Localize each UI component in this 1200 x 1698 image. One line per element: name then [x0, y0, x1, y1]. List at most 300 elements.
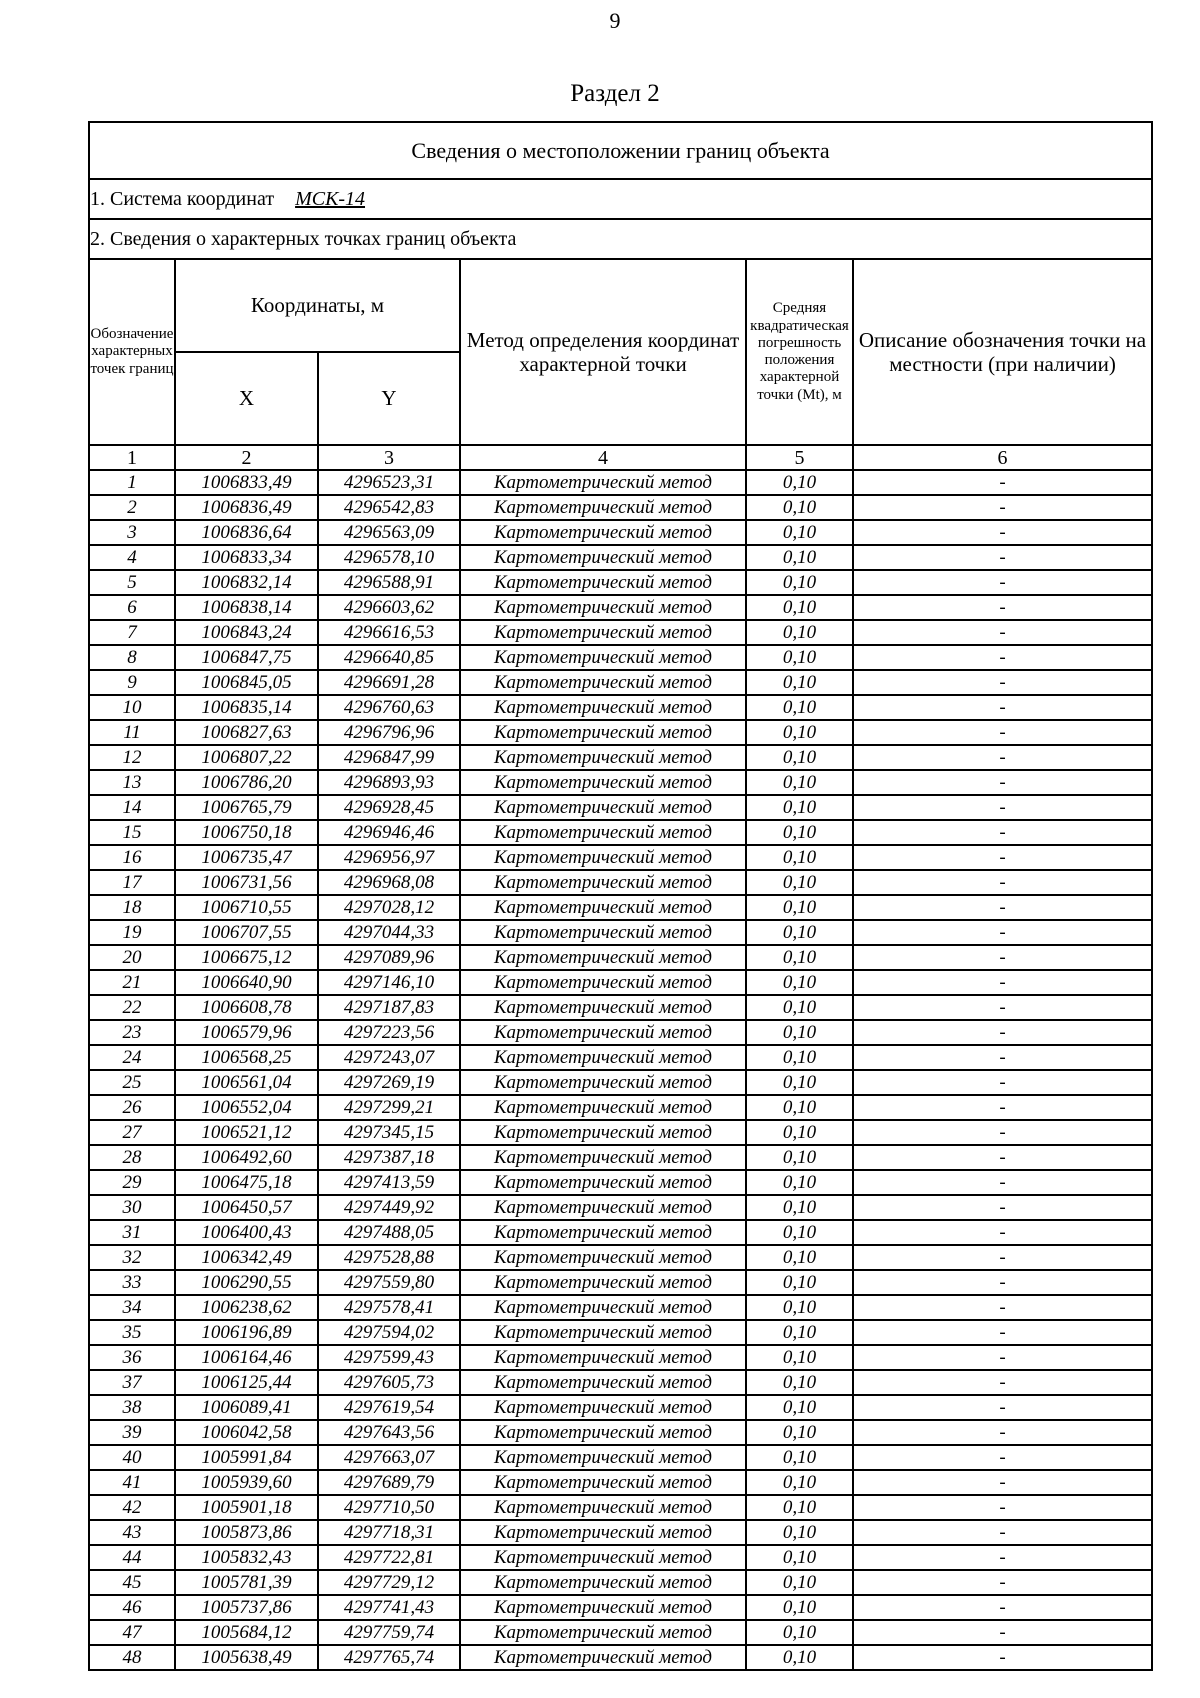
- x-coordinate-cell: 1006833,34: [175, 545, 318, 570]
- error-cell: 0,10: [746, 1020, 853, 1045]
- y-coordinate-cell: 4297710,50: [318, 1495, 460, 1520]
- table-row: [89, 820, 1152, 845]
- table-row: [89, 520, 1152, 545]
- x-coordinate-cell: 1006568,25: [175, 1045, 318, 1070]
- x-coordinate-cell: 1006836,49: [175, 495, 318, 520]
- column-number: 2: [175, 445, 318, 470]
- x-coordinate-cell: 1006735,47: [175, 845, 318, 870]
- x-coordinate-cell: 1005873,86: [175, 1520, 318, 1545]
- x-coordinate-cell: 1006707,55: [175, 920, 318, 945]
- error-cell: 0,10: [746, 670, 853, 695]
- point-number-cell: 22: [89, 995, 175, 1020]
- y-coordinate-cell: 4297146,10: [318, 970, 460, 995]
- point-number-cell: 6: [89, 595, 175, 620]
- method-cell: Картометрический метод: [460, 1070, 746, 1095]
- x-coordinate-cell: 1005832,43: [175, 1545, 318, 1570]
- method-cell: Картометрический метод: [460, 845, 746, 870]
- x-coordinate-cell: 1006833,49: [175, 470, 318, 495]
- table-row: [89, 620, 1152, 645]
- description-cell: -: [853, 995, 1152, 1020]
- table-row: [89, 695, 1152, 720]
- point-number-cell: 35: [89, 1320, 175, 1345]
- x-coordinate-cell: 1005939,60: [175, 1470, 318, 1495]
- error-cell: 0,10: [746, 995, 853, 1020]
- y-coordinate-cell: 4297722,81: [318, 1545, 460, 1570]
- x-coordinate-cell: 1006640,90: [175, 970, 318, 995]
- point-number-cell: 28: [89, 1145, 175, 1170]
- description-cell: -: [853, 1545, 1152, 1570]
- error-cell: 0,10: [746, 1170, 853, 1195]
- point-number-cell: 4: [89, 545, 175, 570]
- x-coordinate-cell: 1006521,12: [175, 1120, 318, 1145]
- x-coordinate-cell: 1006290,55: [175, 1270, 318, 1295]
- error-cell: 0,10: [746, 1270, 853, 1295]
- description-cell: -: [853, 1420, 1152, 1445]
- method-cell: Картометрический метод: [460, 1195, 746, 1220]
- table-row: [89, 1495, 1152, 1520]
- error-cell: 0,10: [746, 1095, 853, 1120]
- error-cell: 0,10: [746, 1245, 853, 1270]
- y-coordinate-cell: 4297578,41: [318, 1295, 460, 1320]
- header-method: Метод определения координат характерной точки: [460, 259, 746, 445]
- description-cell: -: [853, 695, 1152, 720]
- point-number-cell: 12: [89, 745, 175, 770]
- point-number-cell: 10: [89, 695, 175, 720]
- method-cell: Картометрический метод: [460, 795, 746, 820]
- table-row: [89, 670, 1152, 695]
- point-number-cell: 17: [89, 870, 175, 895]
- x-coordinate-cell: 1006832,14: [175, 570, 318, 595]
- method-cell: Картометрический метод: [460, 995, 746, 1020]
- x-coordinate-cell: 1006731,56: [175, 870, 318, 895]
- table-row: [89, 1545, 1152, 1570]
- description-cell: -: [853, 1620, 1152, 1645]
- x-coordinate-cell: 1006750,18: [175, 820, 318, 845]
- y-coordinate-cell: 4296563,09: [318, 520, 460, 545]
- description-cell: -: [853, 795, 1152, 820]
- x-coordinate-cell: 1006238,62: [175, 1295, 318, 1320]
- method-cell: Картометрический метод: [460, 1270, 746, 1295]
- error-cell: 0,10: [746, 1520, 853, 1545]
- method-cell: Картометрический метод: [460, 895, 746, 920]
- x-coordinate-cell: 1006579,96: [175, 1020, 318, 1045]
- method-cell: Картометрический метод: [460, 1145, 746, 1170]
- table-row: [89, 770, 1152, 795]
- x-coordinate-cell: 1006675,12: [175, 945, 318, 970]
- method-cell: Картометрический метод: [460, 820, 746, 845]
- error-cell: 0,10: [746, 695, 853, 720]
- method-cell: Картометрический метод: [460, 470, 746, 495]
- error-cell: 0,10: [746, 1045, 853, 1070]
- points-table-body: [89, 470, 1152, 1670]
- x-coordinate-cell: 1005991,84: [175, 1445, 318, 1470]
- error-cell: 0,10: [746, 970, 853, 995]
- points-heading: 2. Сведения о характерных точках границ объекта: [89, 219, 1152, 259]
- x-coordinate-cell: 1005684,12: [175, 1620, 318, 1645]
- y-coordinate-cell: 4297765,74: [318, 1645, 460, 1670]
- point-number-cell: 1: [89, 470, 175, 495]
- method-cell: Картометрический метод: [460, 570, 746, 595]
- method-cell: Картометрический метод: [460, 1395, 746, 1420]
- page-number: 9: [609, 8, 621, 33]
- method-cell: Картометрический метод: [460, 1420, 746, 1445]
- description-cell: -: [853, 1645, 1152, 1670]
- table-title-row: [89, 122, 1152, 179]
- point-number-cell: 45: [89, 1570, 175, 1595]
- description-cell: -: [853, 545, 1152, 570]
- y-coordinate-cell: 4297718,31: [318, 1520, 460, 1545]
- x-coordinate-cell: 1006042,58: [175, 1420, 318, 1445]
- coord-system-row: [89, 179, 1152, 219]
- y-coordinate-cell: 4297187,83: [318, 995, 460, 1020]
- description-cell: -: [853, 1270, 1152, 1295]
- error-cell: 0,10: [746, 1145, 853, 1170]
- error-cell: 0,10: [746, 545, 853, 570]
- x-coordinate-cell: 1006561,04: [175, 1070, 318, 1095]
- description-cell: -: [853, 970, 1152, 995]
- table-row: [89, 920, 1152, 945]
- description-cell: -: [853, 1295, 1152, 1320]
- description-cell: -: [853, 720, 1152, 745]
- x-coordinate-cell: 1006827,63: [175, 720, 318, 745]
- method-cell: Картометрический метод: [460, 1520, 746, 1545]
- description-cell: -: [853, 1045, 1152, 1070]
- table-row: [89, 720, 1152, 745]
- column-number: 5: [746, 445, 853, 470]
- x-coordinate-cell: 1006125,44: [175, 1370, 318, 1395]
- method-cell: Картометрический метод: [460, 1220, 746, 1245]
- error-cell: 0,10: [746, 820, 853, 845]
- error-cell: 0,10: [746, 1070, 853, 1095]
- description-cell: -: [853, 645, 1152, 670]
- error-cell: 0,10: [746, 1345, 853, 1370]
- error-cell: 0,10: [746, 920, 853, 945]
- x-coordinate-cell: 1006164,46: [175, 1345, 318, 1370]
- method-cell: Картометрический метод: [460, 620, 746, 645]
- table-row: [89, 845, 1152, 870]
- description-cell: -: [853, 1195, 1152, 1220]
- description-cell: -: [853, 1170, 1152, 1195]
- x-coordinate-cell: 1006552,04: [175, 1095, 318, 1120]
- x-coordinate-cell: 1006843,24: [175, 620, 318, 645]
- description-cell: -: [853, 870, 1152, 895]
- point-number-cell: 47: [89, 1620, 175, 1645]
- y-coordinate-cell: 4296603,62: [318, 595, 460, 620]
- y-coordinate-cell: 4297269,19: [318, 1070, 460, 1095]
- method-cell: Картометрический метод: [460, 1320, 746, 1345]
- x-coordinate-cell: 1006836,64: [175, 520, 318, 545]
- y-coordinate-cell: 4297643,56: [318, 1420, 460, 1445]
- method-cell: Картометрический метод: [460, 1620, 746, 1645]
- point-number-cell: 20: [89, 945, 175, 970]
- x-coordinate-cell: 1006845,05: [175, 670, 318, 695]
- error-cell: 0,10: [746, 470, 853, 495]
- table-row: [89, 1645, 1152, 1670]
- table-row: [89, 1145, 1152, 1170]
- error-cell: 0,10: [746, 895, 853, 920]
- x-coordinate-cell: 1005737,86: [175, 1595, 318, 1620]
- error-cell: 0,10: [746, 1420, 853, 1445]
- y-coordinate-cell: 4297599,43: [318, 1345, 460, 1370]
- method-cell: Картометрический метод: [460, 770, 746, 795]
- x-coordinate-cell: 1006475,18: [175, 1170, 318, 1195]
- table-row: [89, 545, 1152, 570]
- coord-system-label: 1. Система координат: [90, 187, 275, 210]
- table-row: [89, 895, 1152, 920]
- point-number-cell: 30: [89, 1195, 175, 1220]
- column-number: 6: [853, 445, 1152, 470]
- y-coordinate-cell: 4297449,92: [318, 1195, 460, 1220]
- point-number-cell: 19: [89, 920, 175, 945]
- method-cell: Картометрический метод: [460, 1545, 746, 1570]
- description-cell: -: [853, 1020, 1152, 1045]
- point-number-cell: 42: [89, 1495, 175, 1520]
- description-cell: -: [853, 1495, 1152, 1520]
- method-cell: Картометрический метод: [460, 545, 746, 570]
- error-cell: 0,10: [746, 570, 853, 595]
- description-cell: -: [853, 920, 1152, 945]
- description-cell: -: [853, 620, 1152, 645]
- point-number-cell: 16: [89, 845, 175, 870]
- table-row: [89, 945, 1152, 970]
- point-number-cell: 40: [89, 1445, 175, 1470]
- point-number-cell: 2: [89, 495, 175, 520]
- table-row: [89, 1195, 1152, 1220]
- header-coordinates: Координаты, м: [175, 259, 460, 352]
- point-number-cell: 15: [89, 820, 175, 845]
- table-row: [89, 1095, 1152, 1120]
- method-cell: Картометрический метод: [460, 1495, 746, 1520]
- error-cell: 0,10: [746, 1295, 853, 1320]
- table-row: [89, 1395, 1152, 1420]
- x-coordinate-cell: 1006835,14: [175, 695, 318, 720]
- method-cell: Картометрический метод: [460, 1570, 746, 1595]
- description-cell: -: [853, 1320, 1152, 1345]
- x-coordinate-cell: 1006786,20: [175, 770, 318, 795]
- description-cell: -: [853, 820, 1152, 845]
- table-row: [89, 645, 1152, 670]
- description-cell: -: [853, 670, 1152, 695]
- description-cell: -: [853, 470, 1152, 495]
- method-cell: Картометрический метод: [460, 695, 746, 720]
- point-number-cell: 26: [89, 1095, 175, 1120]
- y-coordinate-cell: 4297594,02: [318, 1320, 460, 1345]
- point-number-cell: 39: [89, 1420, 175, 1445]
- method-cell: Картометрический метод: [460, 670, 746, 695]
- y-coordinate-cell: 4296588,91: [318, 570, 460, 595]
- table-row: [89, 1470, 1152, 1495]
- point-number-cell: 13: [89, 770, 175, 795]
- table-title: Сведения о местоположении границ объекта: [89, 122, 1152, 179]
- method-cell: Картометрический метод: [460, 1345, 746, 1370]
- y-coordinate-cell: 4297605,73: [318, 1370, 460, 1395]
- column-number-row: [89, 445, 1152, 470]
- point-number-cell: 25: [89, 1070, 175, 1095]
- error-cell: 0,10: [746, 1645, 853, 1670]
- coord-system-value: МСК-14: [295, 187, 366, 210]
- description-cell: -: [853, 895, 1152, 920]
- y-coordinate-cell: 4296523,31: [318, 470, 460, 495]
- header-y: Y: [318, 352, 460, 445]
- error-cell: 0,10: [746, 495, 853, 520]
- table-row: [89, 1045, 1152, 1070]
- y-coordinate-cell: 4296928,45: [318, 795, 460, 820]
- description-cell: -: [853, 1445, 1152, 1470]
- method-cell: Картометрический метод: [460, 745, 746, 770]
- point-number-cell: 18: [89, 895, 175, 920]
- description-cell: -: [853, 1245, 1152, 1270]
- method-cell: Картометрический метод: [460, 1370, 746, 1395]
- y-coordinate-cell: 4297619,54: [318, 1395, 460, 1420]
- y-coordinate-cell: 4297345,15: [318, 1120, 460, 1145]
- x-coordinate-cell: 1006807,22: [175, 745, 318, 770]
- point-number-cell: 27: [89, 1120, 175, 1145]
- point-number-cell: 21: [89, 970, 175, 995]
- table-row: [89, 1020, 1152, 1045]
- x-coordinate-cell: 1005781,39: [175, 1570, 318, 1595]
- point-number-cell: 43: [89, 1520, 175, 1545]
- table-row: [89, 570, 1152, 595]
- error-cell: 0,10: [746, 1545, 853, 1570]
- description-cell: -: [853, 1470, 1152, 1495]
- y-coordinate-cell: 4296760,63: [318, 695, 460, 720]
- description-cell: -: [853, 770, 1152, 795]
- table-row: [89, 970, 1152, 995]
- error-cell: 0,10: [746, 1620, 853, 1645]
- method-cell: Картометрический метод: [460, 1470, 746, 1495]
- y-coordinate-cell: 4296616,53: [318, 620, 460, 645]
- y-coordinate-cell: 4297741,43: [318, 1595, 460, 1620]
- error-cell: 0,10: [746, 845, 853, 870]
- y-coordinate-cell: 4297663,07: [318, 1445, 460, 1470]
- description-cell: -: [853, 745, 1152, 770]
- point-number-cell: 34: [89, 1295, 175, 1320]
- y-coordinate-cell: 4297559,80: [318, 1270, 460, 1295]
- error-cell: 0,10: [746, 1120, 853, 1145]
- table-row: [89, 1445, 1152, 1470]
- error-cell: 0,10: [746, 595, 853, 620]
- point-number-cell: 44: [89, 1545, 175, 1570]
- method-cell: Картометрический метод: [460, 945, 746, 970]
- point-number-cell: 8: [89, 645, 175, 670]
- x-coordinate-cell: 1006196,89: [175, 1320, 318, 1345]
- point-number-cell: 23: [89, 1020, 175, 1045]
- error-cell: 0,10: [746, 720, 853, 745]
- method-cell: Картометрический метод: [460, 645, 746, 670]
- table-row: [89, 1245, 1152, 1270]
- table-row: [89, 870, 1152, 895]
- error-cell: 0,10: [746, 520, 853, 545]
- description-cell: -: [853, 1220, 1152, 1245]
- description-cell: -: [853, 1345, 1152, 1370]
- table-row: [89, 595, 1152, 620]
- x-coordinate-cell: 1006838,14: [175, 595, 318, 620]
- table-row: [89, 1345, 1152, 1370]
- method-cell: Картометрический метод: [460, 1445, 746, 1470]
- header-description: Описание обозначения точки на местности (при наличии): [853, 259, 1152, 445]
- description-cell: -: [853, 570, 1152, 595]
- error-cell: 0,10: [746, 645, 853, 670]
- method-cell: Картометрический метод: [460, 1095, 746, 1120]
- point-number-cell: 11: [89, 720, 175, 745]
- method-cell: Картометрический метод: [460, 1645, 746, 1670]
- description-cell: -: [853, 1120, 1152, 1145]
- method-cell: Картометрический метод: [460, 1295, 746, 1320]
- error-cell: 0,10: [746, 1595, 853, 1620]
- point-number-cell: 38: [89, 1395, 175, 1420]
- point-number-cell: 41: [89, 1470, 175, 1495]
- point-number-cell: 3: [89, 520, 175, 545]
- table-row: [89, 1070, 1152, 1095]
- column-number: 4: [460, 445, 746, 470]
- y-coordinate-cell: 4297528,88: [318, 1245, 460, 1270]
- y-coordinate-cell: 4297223,56: [318, 1020, 460, 1045]
- point-number-cell: 32: [89, 1245, 175, 1270]
- y-coordinate-cell: 4296578,10: [318, 545, 460, 570]
- y-coordinate-cell: 4297044,33: [318, 920, 460, 945]
- method-cell: Картометрический метод: [460, 920, 746, 945]
- x-coordinate-cell: 1006847,75: [175, 645, 318, 670]
- description-cell: -: [853, 495, 1152, 520]
- header-point-designation: Обозначение характерных точек границ: [89, 259, 175, 445]
- table-row: [89, 1320, 1152, 1345]
- x-coordinate-cell: 1006400,43: [175, 1220, 318, 1245]
- table-row: [89, 1370, 1152, 1395]
- error-cell: 0,10: [746, 795, 853, 820]
- y-coordinate-cell: 4297387,18: [318, 1145, 460, 1170]
- method-cell: Картометрический метод: [460, 1045, 746, 1070]
- point-number-cell: 37: [89, 1370, 175, 1395]
- x-coordinate-cell: 1005901,18: [175, 1495, 318, 1520]
- table-row: [89, 795, 1152, 820]
- y-coordinate-cell: 4297759,74: [318, 1620, 460, 1645]
- description-cell: -: [853, 1095, 1152, 1120]
- method-cell: Картометрический метод: [460, 970, 746, 995]
- table-row: [89, 995, 1152, 1020]
- table-row: [89, 495, 1152, 520]
- error-cell: 0,10: [746, 620, 853, 645]
- table-row: [89, 1620, 1152, 1645]
- x-coordinate-cell: 1006089,41: [175, 1395, 318, 1420]
- description-cell: -: [853, 520, 1152, 545]
- table-row: [89, 470, 1152, 495]
- y-coordinate-cell: 4296956,97: [318, 845, 460, 870]
- y-coordinate-cell: 4296968,08: [318, 870, 460, 895]
- point-number-cell: 7: [89, 620, 175, 645]
- header-error: Средняя квадратическая погрешность положения характерной точки (Mt), м: [746, 259, 853, 445]
- error-cell: 0,10: [746, 1470, 853, 1495]
- description-cell: -: [853, 1595, 1152, 1620]
- y-coordinate-cell: 4297729,12: [318, 1570, 460, 1595]
- point-number-cell: 29: [89, 1170, 175, 1195]
- error-cell: 0,10: [746, 1395, 853, 1420]
- y-coordinate-cell: 4296847,99: [318, 745, 460, 770]
- y-coordinate-cell: 4297243,07: [318, 1045, 460, 1070]
- column-number: 3: [318, 445, 460, 470]
- error-cell: 0,10: [746, 870, 853, 895]
- error-cell: 0,10: [746, 745, 853, 770]
- table-row: [89, 1595, 1152, 1620]
- y-coordinate-cell: 4296796,96: [318, 720, 460, 745]
- boundary-points-table: [88, 121, 1153, 1671]
- point-number-cell: 31: [89, 1220, 175, 1245]
- y-coordinate-cell: 4297089,96: [318, 945, 460, 970]
- x-coordinate-cell: 1006710,55: [175, 895, 318, 920]
- table-row: [89, 1170, 1152, 1195]
- y-coordinate-cell: 4297028,12: [318, 895, 460, 920]
- method-cell: Картометрический метод: [460, 870, 746, 895]
- point-number-cell: 33: [89, 1270, 175, 1295]
